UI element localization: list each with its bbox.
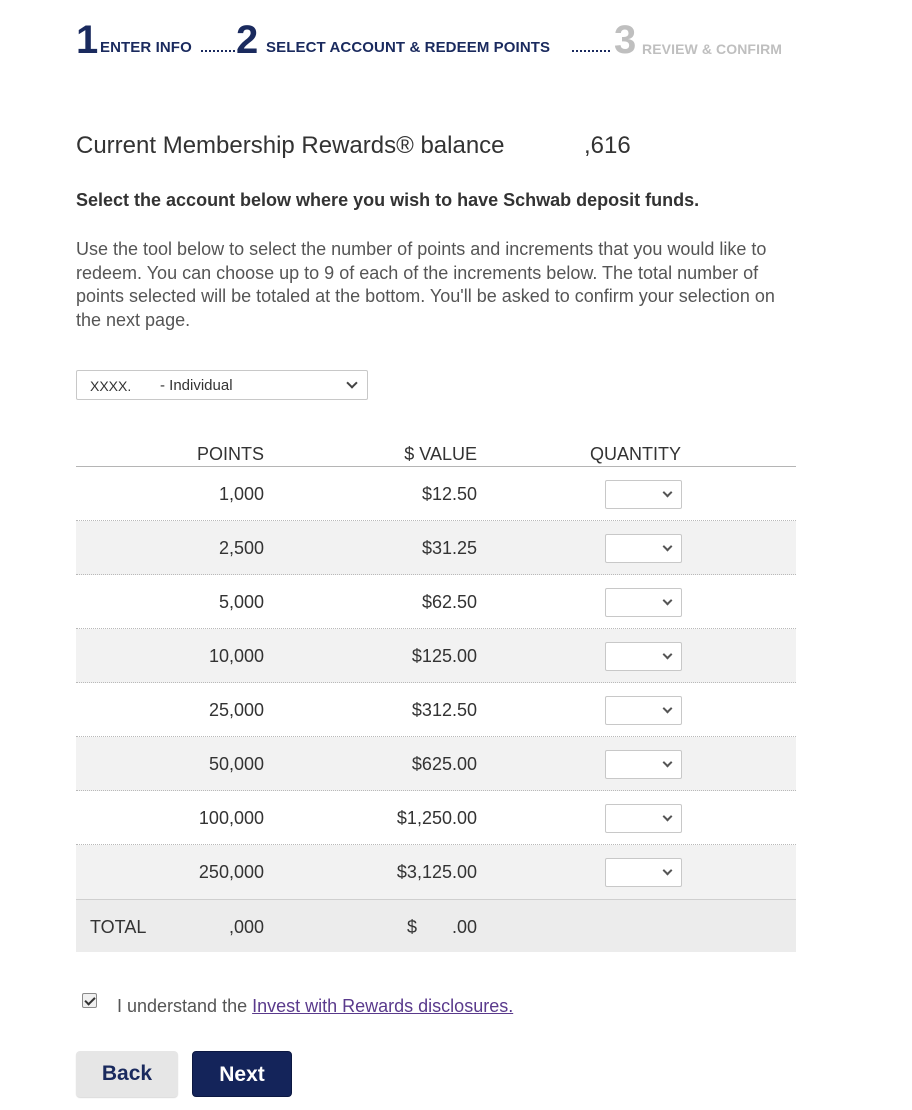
points-cell: 10,000: [208, 646, 264, 666]
chevron-down-icon: [663, 704, 673, 714]
quantity-select[interactable]: [605, 534, 682, 563]
balance-label: Current Membership Rewards® balance: [76, 132, 505, 159]
table-row: [76, 575, 796, 629]
next-button[interactable]: Next: [192, 1051, 292, 1097]
table-header: [76, 440, 796, 467]
agreement-checkbox[interactable]: [82, 993, 97, 1008]
header-quantity: QUANTITY: [590, 444, 682, 464]
chevron-down-icon: [663, 542, 673, 552]
header-value: $ VALUE: [404, 444, 477, 464]
step-label: SELECT ACCOUNT & REDEEM POINTS: [266, 39, 551, 56]
quantity-select[interactable]: [605, 750, 682, 779]
chevron-down-icon: [663, 866, 673, 876]
progress-steps: [76, 20, 816, 62]
select-account-instruction: Select the account below where you wish to have Schwab deposit funds.: [76, 190, 700, 210]
agreement-prefix: I understand the: [117, 996, 253, 1016]
chevron-down-icon: [663, 812, 673, 822]
account-select[interactable]: [76, 370, 368, 400]
quantity-select[interactable]: [605, 696, 682, 725]
chevron-down-icon: [663, 488, 673, 498]
total-label: TOTAL: [90, 917, 147, 937]
value-cell: $3,125.00: [396, 862, 477, 882]
table-row: [76, 683, 796, 737]
points-cell: 5,000: [218, 592, 264, 612]
step-label: ENTER INFO: [100, 39, 192, 56]
table-row: [76, 629, 796, 683]
value-cell: $31.25: [421, 538, 477, 558]
total-row: [76, 899, 796, 952]
quantity-select[interactable]: [605, 588, 682, 617]
step-connector: [572, 50, 610, 52]
total-value: $ .00: [406, 917, 477, 937]
quantity-select[interactable]: [605, 642, 682, 671]
quantity-select[interactable]: [605, 804, 682, 833]
points-cell: 1,000: [218, 484, 264, 504]
step-number: 3: [614, 18, 637, 62]
quantity-select[interactable]: [605, 480, 682, 509]
account-type: - Individual: [160, 377, 233, 394]
table-row: [76, 845, 796, 899]
points-cell: 250,000: [198, 862, 264, 882]
step-connector: [201, 50, 235, 52]
header-points: POINTS: [196, 444, 264, 464]
value-cell: $625.00: [411, 754, 477, 774]
points-cell: 25,000: [208, 700, 264, 720]
chevron-down-icon: [663, 650, 673, 660]
points-table: [76, 440, 796, 952]
step-label: REVIEW & CONFIRM: [642, 41, 783, 57]
account-number: XXXX.: [90, 378, 132, 394]
table-row: [76, 521, 796, 575]
balance-row: [76, 130, 816, 162]
value-cell: $1,250.00: [396, 808, 477, 828]
disclosure-agreement: [82, 992, 682, 1016]
step-number: 2: [236, 18, 259, 62]
agreement-text: [117, 995, 513, 1017]
chevron-down-icon: [663, 596, 673, 606]
value-cell: $312.50: [411, 700, 477, 720]
table-row: [76, 791, 796, 845]
step-number: 1: [76, 18, 99, 62]
value-cell: $62.50: [421, 592, 477, 612]
back-button[interactable]: Back: [76, 1051, 178, 1097]
balance-value: ,616: [584, 132, 631, 159]
value-cell: $12.50: [421, 484, 477, 504]
table-row: [76, 737, 796, 791]
chevron-down-icon: [346, 377, 357, 388]
points-cell: 2,500: [218, 538, 264, 558]
redeem-description: Use the tool below to select the number of points and increments that you would like to redeem. You can choose up to 9 of each of the increments below. The total number of points selected will be totaled at the bottom. You'll be asked to confirm your selection on the next page.: [76, 239, 775, 330]
quantity-select[interactable]: [605, 858, 682, 887]
total-points: ,000: [228, 917, 264, 937]
chevron-down-icon: [663, 758, 673, 768]
points-cell: 50,000: [208, 754, 264, 774]
table-row: [76, 467, 796, 521]
points-cell: 100,000: [198, 808, 264, 828]
disclosures-link[interactable]: Invest with Rewards disclosures.: [252, 996, 514, 1016]
value-cell: $125.00: [411, 646, 477, 666]
